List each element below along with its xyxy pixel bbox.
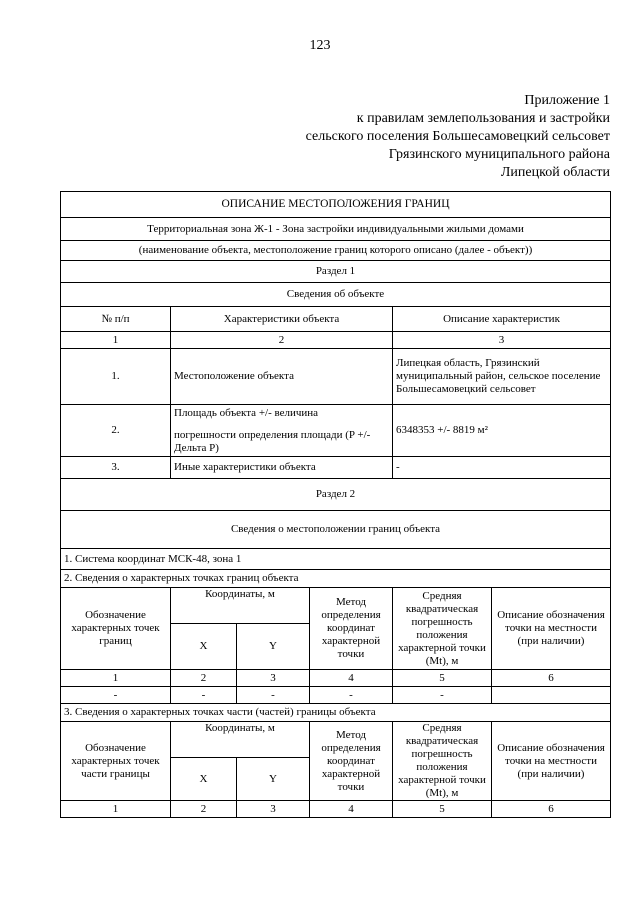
col-number: 2 <box>171 801 237 818</box>
col-number: 3 <box>237 670 310 687</box>
col-header-method: Метод определения координат характерной точки <box>310 588 393 670</box>
col-header-y: Y <box>237 758 310 801</box>
appendix-line: Приложение 1 <box>524 93 610 108</box>
appendix-header <box>210 92 610 182</box>
coordinate-system: 1. Система координат МСК-48, зона 1 <box>61 549 611 570</box>
appendix-line: Липецкой области <box>500 165 610 180</box>
row-number: 2. <box>61 405 171 457</box>
section2-header: Сведения о местоположении границ объекта <box>61 511 611 549</box>
section2-label: Раздел 2 <box>61 479 611 511</box>
col-header-method: Метод определения координат характерной точки <box>310 722 393 801</box>
table-cell: - <box>171 687 237 704</box>
row-value: 6348353 +/- 8819 м² <box>393 405 611 457</box>
section1-label: Раздел 1 <box>61 261 611 283</box>
col-number: 5 <box>393 670 492 687</box>
col-number: 6 <box>492 670 611 687</box>
col-number: 3 <box>393 332 611 349</box>
row-characteristic: Местоположение объекта <box>171 349 393 405</box>
row-characteristic-line: погрешности определения площади (P +/- Дельта P) <box>174 428 371 454</box>
page-number: 123 <box>309 38 331 53</box>
col-header-point-description: Описание обозначения точки на местности (при наличии) <box>492 722 611 801</box>
col-number: 1 <box>61 332 171 349</box>
row-characteristic-line: Площадь объекта +/- величина <box>174 406 319 419</box>
table-cell: - <box>237 687 310 704</box>
row-number: 1. <box>61 349 171 405</box>
appendix-line: Грязинского муниципального района <box>388 147 610 162</box>
col-number: 5 <box>393 801 492 818</box>
table-cell: - <box>61 687 171 704</box>
row-number: 3. <box>61 457 171 479</box>
col-header-designation: Обозначение характерных точек части границы <box>61 722 171 801</box>
zone-name: Территориальная зона Ж-1 - Зона застройки индивидуальными жилыми домами <box>61 218 611 241</box>
col-header-coordinates: Координаты, м <box>171 588 310 624</box>
points-header: 2. Сведения о характерных точках границ объекта <box>61 570 611 588</box>
col-header-error: Средняя квадратическая погрешность положения характерной точки (Mt), м <box>393 722 492 801</box>
appendix-line: к правилам землепользования и застройки <box>356 111 610 126</box>
col-header-y: Y <box>237 624 310 670</box>
boundary-description-table <box>60 191 611 818</box>
col-number: 2 <box>171 670 237 687</box>
col-header-characteristic: Характеристики объекта <box>171 307 393 332</box>
col-header-error: Средняя квадратическая погрешность положения характерной точки (Mt), м <box>393 588 492 670</box>
row-characteristic <box>171 405 393 457</box>
col-header-coordinates: Координаты, м <box>171 722 310 758</box>
col-number: 1 <box>61 670 171 687</box>
section1-header: Сведения об объекте <box>61 283 611 307</box>
object-note: (наименование объекта, местоположение границ которого описано (далее - объект)) <box>61 241 611 261</box>
col-header-description: Описание характеристик <box>393 307 611 332</box>
parts-header: 3. Сведения о характерных точках части (частей) границы объекта <box>61 704 611 722</box>
row-value: Липецкая область, Грязинский муниципальный район, сельское поселение Большесамовецкий сельсовет <box>393 349 611 405</box>
col-header-designation: Обозначение характерных точек границ <box>61 588 171 670</box>
col-header-x: X <box>171 624 237 670</box>
table-cell: - <box>310 687 393 704</box>
col-number: 4 <box>310 670 393 687</box>
table-cell <box>492 687 611 704</box>
col-header-x: X <box>171 758 237 801</box>
col-header-point-description: Описание обозначения точки на местности (при наличии) <box>492 588 611 670</box>
col-number: 4 <box>310 801 393 818</box>
row-value: - <box>393 457 611 479</box>
col-number: 3 <box>237 801 310 818</box>
col-number: 6 <box>492 801 611 818</box>
col-header-number: № п/п <box>61 307 171 332</box>
col-number: 1 <box>61 801 171 818</box>
col-number: 2 <box>171 332 393 349</box>
appendix-line: сельского поселения Большесамовецкий сельсовет <box>305 129 610 144</box>
row-characteristic: Иные характеристики объекта <box>171 457 393 479</box>
doc-title: ОПИСАНИЕ МЕСТОПОЛОЖЕНИЯ ГРАНИЦ <box>61 192 611 218</box>
table-cell: - <box>393 687 492 704</box>
